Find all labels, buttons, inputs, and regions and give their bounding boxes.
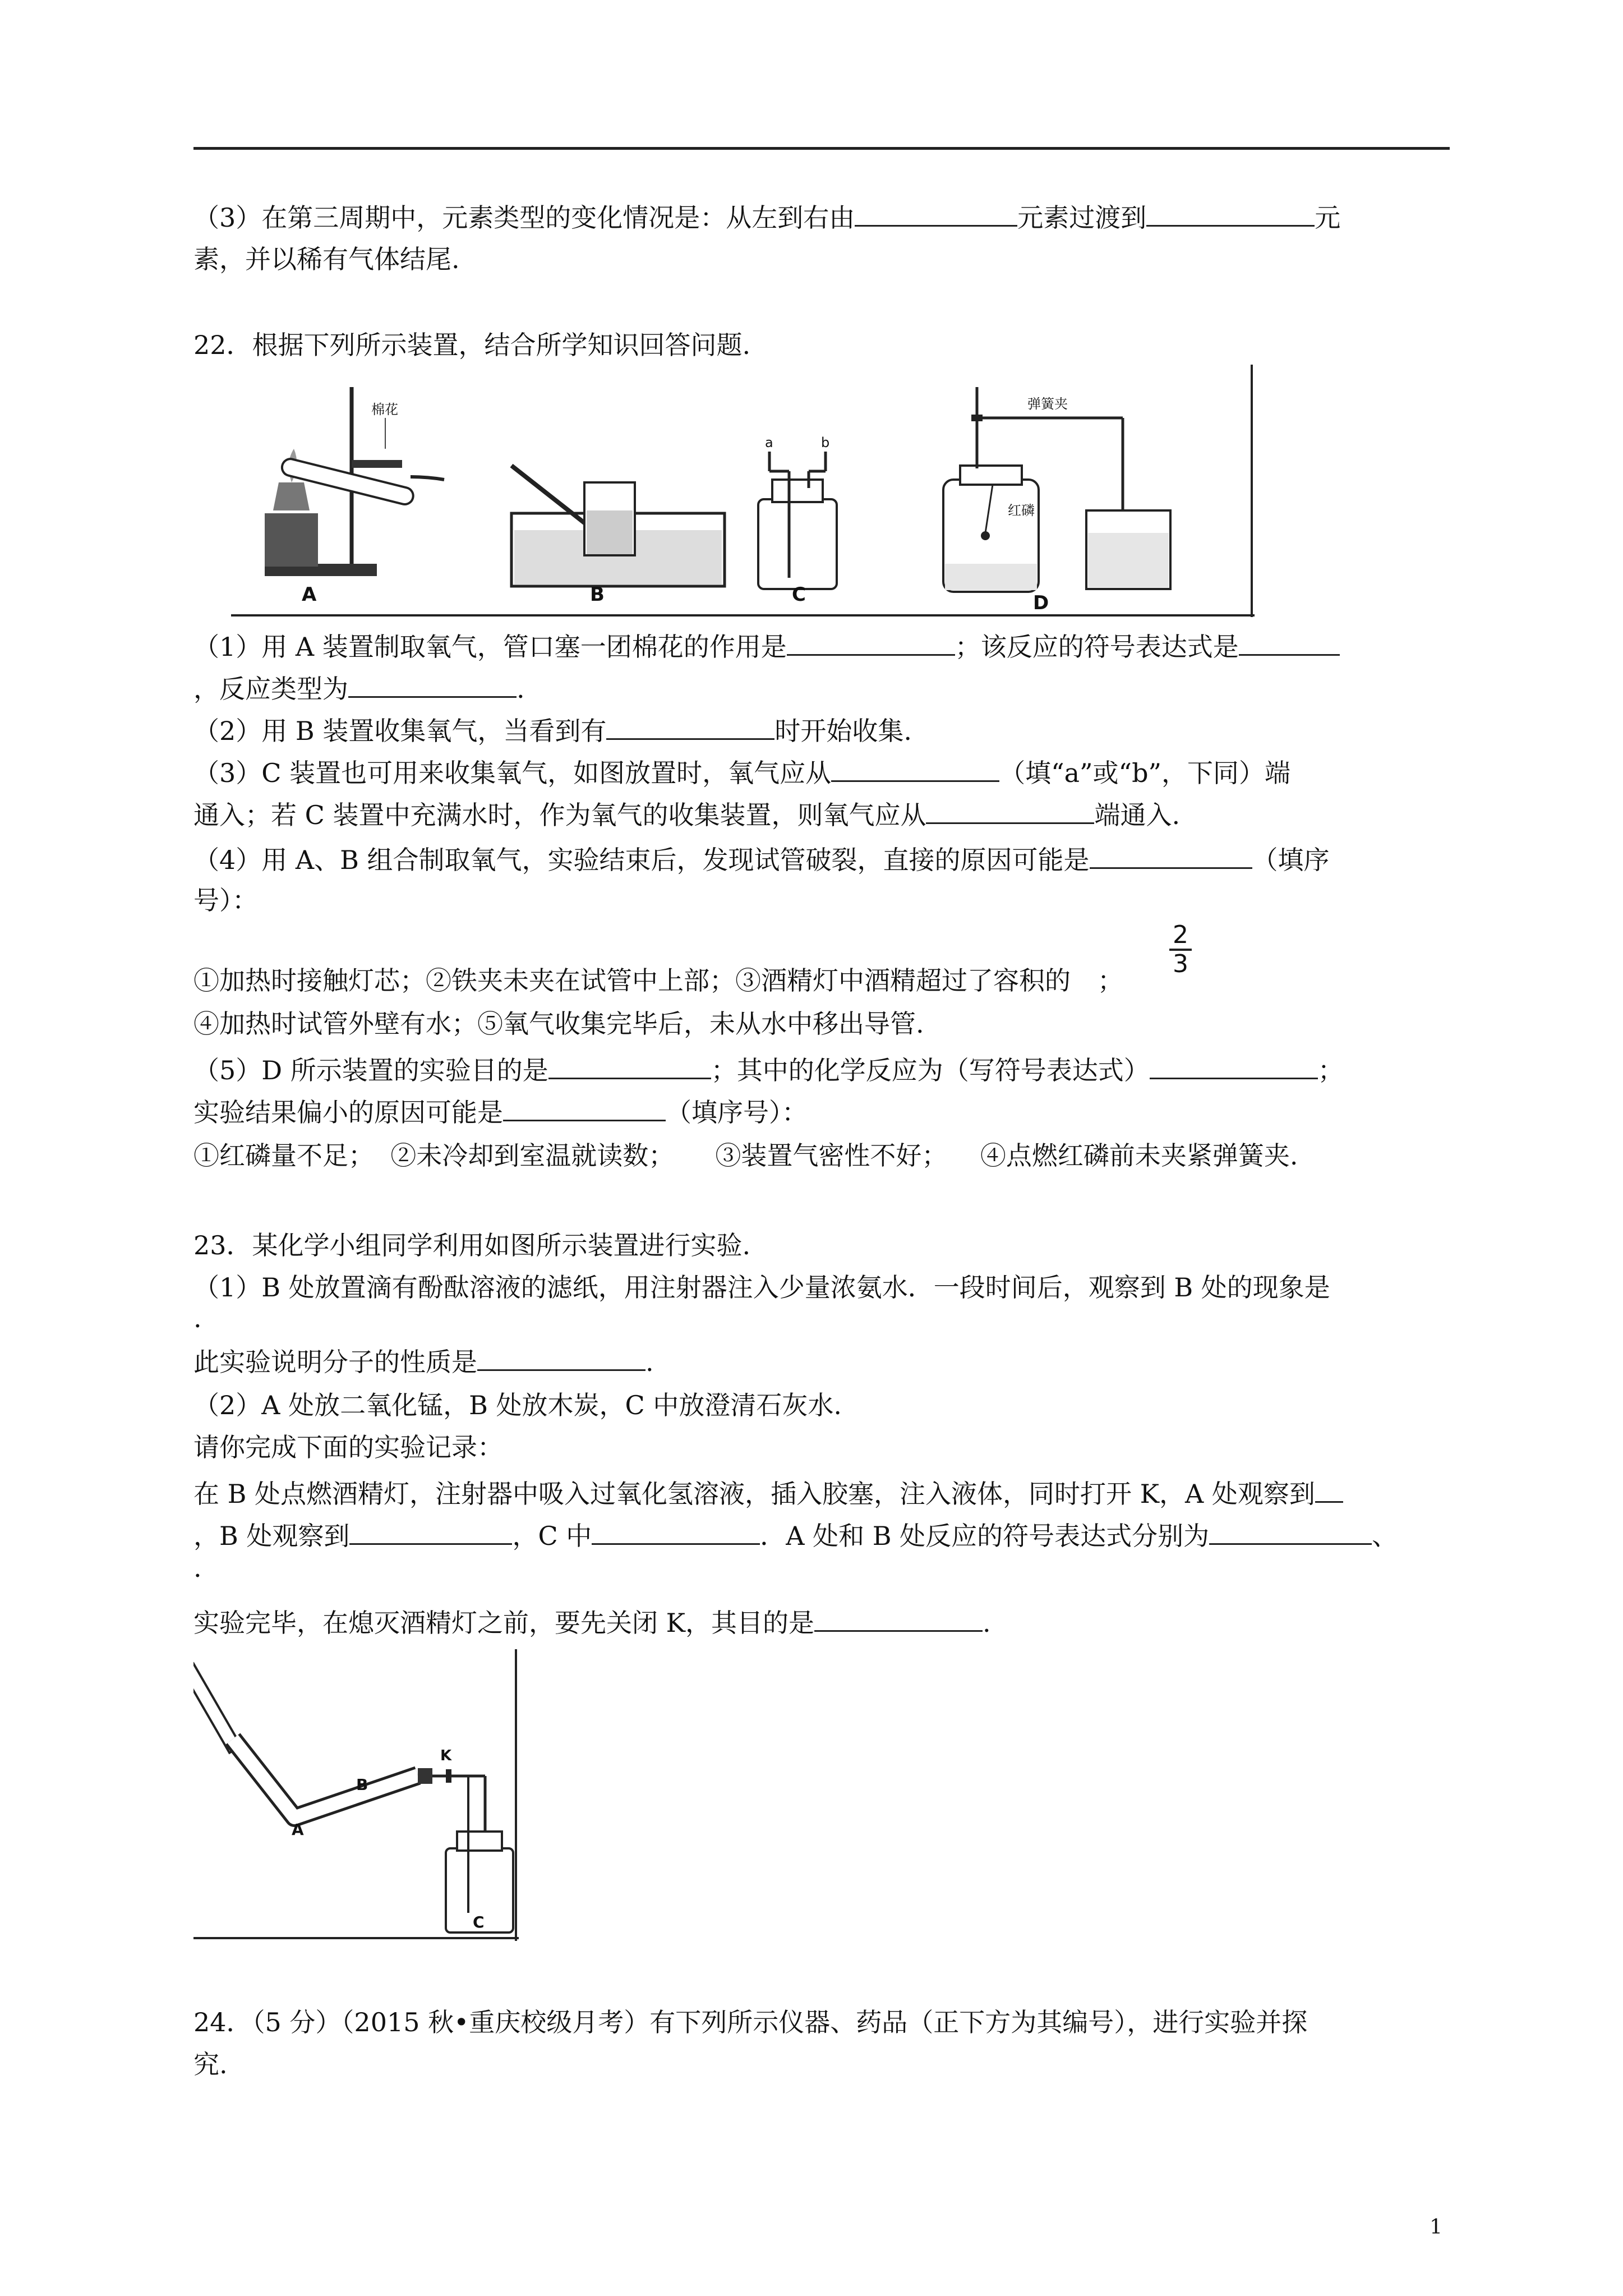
answer-blank[interactable] [503,1094,666,1121]
label-k: K [440,1747,452,1764]
q23-p2-c: 在 B 处点燃酒精灯，注射器中吸入过氧化氢溶液，插入胶塞，注入液体，同时打开 K，A 处观察到 [193,1475,1343,1511]
q23-p2-dot: . [193,1553,202,1583]
q23-p2-b: 请你完成下面的实验记录： [193,1432,503,1462]
q22-p4-line1: （4）用 A、B 组合制取氧气，实验结束后，发现试管破裂，直接的原因可能是 （填序 [193,841,1330,877]
page-number: 1 [1430,2216,1442,2239]
q21-part3-line2: 素，并以稀有气体结尾. [193,244,460,274]
q23-stem: 23．某化学小组同学利用如图所示装置进行实验. [193,1230,751,1260]
fraction-numerator: 2 [1173,921,1188,949]
q23-p2-d: ，B 处观察到 ，C 中 ．A 处和 B 处反应的符号表达式分别为 、 [193,1517,1398,1553]
label-red-phosphorus: 红磷 [1008,503,1035,518]
label-spring-clip: 弹簧夹 [1027,396,1068,412]
q23-p1-b: 此实验说明分子的性质是 . [193,1343,654,1379]
answer-blank[interactable] [1315,1475,1343,1503]
answer-blank[interactable] [548,1052,711,1079]
answer-blank[interactable] [1090,841,1252,869]
answer-blank[interactable] [1239,628,1340,656]
q23-p1-dot: . [193,1303,202,1333]
label-c: C [792,583,806,606]
answer-blank[interactable] [348,670,517,698]
q22-p3-line2: 通入；若 C 装置中充满水时，作为氧气的收集装置，则氧气应从 端通入. [193,797,1180,832]
label-cotton: 棉花 [371,402,398,417]
answer-blank[interactable] [606,712,774,740]
q22-p1-line2: ，反应类型为 . [193,670,525,706]
answer-blank[interactable] [349,1517,512,1545]
label-c: C [473,1913,485,1931]
q23-apparatus-drawing [193,1649,519,1941]
label-a: A [302,583,317,606]
fraction-denominator: 3 [1173,950,1188,978]
answer-blank[interactable] [1146,199,1315,227]
answer-blank[interactable] [1209,1517,1372,1545]
q22-p4-line2: 号）： [193,885,258,915]
answer-blank[interactable] [926,797,1094,824]
answer-blank[interactable] [855,199,1017,227]
answer-blank[interactable] [477,1343,645,1371]
q23-p1: （1）B 处放置滴有酚酞溶液的滤纸，用注射器注入少量浓氨水．一段时间后，观察到 B 处的现象是 [193,1272,1330,1303]
label-d: D [1033,592,1049,614]
q24-line2: 究. [193,2049,228,2079]
label-port-b: b [821,435,830,450]
label-b: B [356,1775,368,1794]
q22-stem: 22．根据下列所示装置，结合所学知识回答问题. [193,330,751,360]
answer-blank[interactable] [787,628,955,656]
answer-blank[interactable] [831,754,999,782]
header-rule [193,147,1450,150]
q23-p2: （2）A 处放二氧化锰，B 处放木炭，C 中放澄清石灰水. [193,1390,842,1420]
q24-line1: 24．（5 分）（2015 秋•重庆校级月考）有下列所示仪器、药品（正下方为其编号），进行实验并探 [193,2007,1308,2037]
q22-options-line2: ④加热时试管外壁有水；⑤氧气收集完毕后，未从水中移出导管. [193,1009,924,1039]
q22-p5-options: ①红磷量不足； ②未冷却到室温就读数； ③装置气密性不好； ④点燃红磷前未夹紧弹簧夹. [193,1140,1298,1171]
q22-options-line1: ①加热时接触灯芯；②铁夹未夹在试管中上部；③酒精灯中酒精超过了容积的 ； [193,965,1123,996]
q22-apparatus-figure [231,365,1255,617]
fraction-two-thirds [1169,923,1192,977]
q22-p1-line1: （1）用 A 装置制取氧气，管口塞一团棉花的作用是 ；该反应的符号表达式是 [193,628,1340,664]
q22-p3-line1: （3）C 装置也可用来收集氧气，如图放置时，氧气应从 （填“a”或“b”，下同）端 [193,754,1290,790]
q23-apparatus-figure [193,1649,519,1941]
q22-p5-line2: 实验结果偏小的原因可能是 （填序号）： [193,1094,808,1129]
answer-blank[interactable] [814,1604,983,1632]
q23-p3: 实验完毕，在熄灭酒精灯之前，要先关闭 K，其目的是 . [193,1604,991,1640]
q22-p5-line1: （5）D 所示装置的实验目的是 ；其中的化学反应为（写符号表达式） ； [193,1052,1344,1087]
label-port-a: a [765,435,773,450]
answer-blank[interactable] [592,1517,760,1545]
label-a: A [292,1820,304,1839]
q22-p2: （2）用 B 装置收集氧气，当看到有 时开始收集. [193,712,912,748]
q21-part3-line1: （3）在第三周期中，元素类型的变化情况是：从左到右由 元素过渡到 元 [193,199,1340,234]
answer-blank[interactable] [1150,1052,1318,1079]
label-b: B [590,583,605,606]
